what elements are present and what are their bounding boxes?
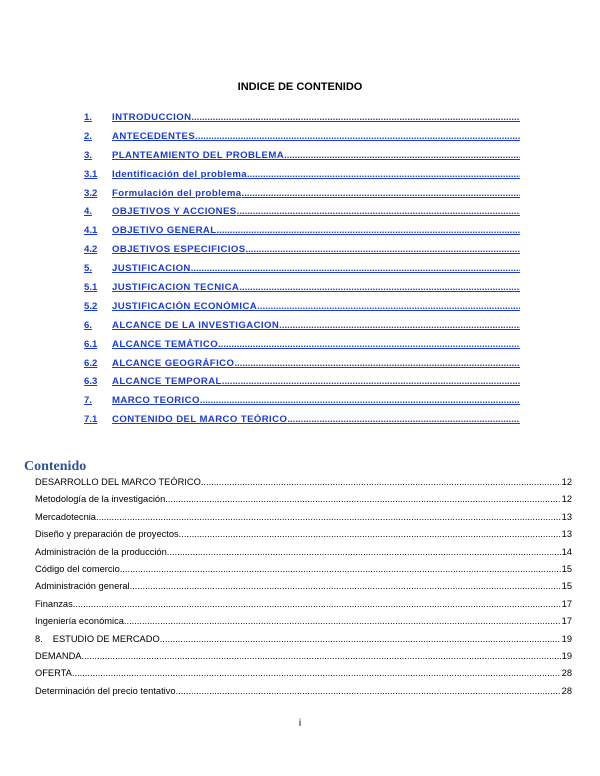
dot-leader [176, 686, 561, 696]
toc-entry [84, 223, 520, 242]
contents-label: Ingeniería económica [35, 616, 124, 627]
toc-label: JUSTIFICACIÓN ECONÓMICA [112, 300, 258, 312]
toc-number: 4.2 [84, 244, 98, 256]
page-ref: 15 [561, 563, 572, 574]
dot-leader [200, 395, 520, 406]
contents-label: Mercadotecnia [35, 511, 96, 522]
toc-number: 5. [84, 263, 93, 275]
toc-entry [84, 280, 520, 299]
page-ref: 14 [561, 546, 572, 557]
toc-link[interactable] [84, 225, 520, 236]
dot-leader [216, 225, 520, 236]
contents-entry[interactable] [35, 599, 572, 616]
dot-leader [191, 112, 520, 123]
contents-entry[interactable] [35, 512, 572, 529]
contents-entry[interactable] [35, 529, 572, 546]
dot-leader [160, 634, 561, 644]
dot-leader [242, 188, 520, 199]
toc-number: 6.1 [84, 338, 98, 350]
contents-label: Administración de la producción [35, 546, 167, 557]
dot-leader [287, 414, 520, 425]
contents-label: Código del comercio [35, 563, 120, 574]
contents-label: Administración general [35, 581, 130, 592]
toc-link[interactable] [84, 169, 520, 180]
contents-label: Diseño y preparación de proyectos [35, 529, 179, 540]
dot-leader [72, 668, 561, 678]
toc-label: OBJETIVOS Y ACCIONES [112, 206, 237, 218]
toc-entry [84, 186, 520, 205]
toc-number: 5.2 [84, 300, 98, 312]
dot-leader [201, 477, 561, 487]
toc-link[interactable] [84, 112, 520, 123]
page-ref: 15 [561, 581, 572, 592]
toc-label: JUSTIFICACION [112, 263, 191, 275]
page-ref: 13 [561, 511, 572, 522]
toc-link[interactable] [84, 395, 520, 406]
toc-entry [84, 393, 520, 412]
contents-label: DESARROLLO DEL MARCO TEÓRICO [35, 477, 201, 487]
page-ref: 28 [561, 668, 572, 679]
toc-number: 2. [84, 130, 93, 142]
toc-number: 3. [84, 149, 93, 161]
toc-link[interactable] [84, 301, 520, 312]
contents-entry[interactable] [35, 494, 572, 511]
contents-label: DEMANDA [35, 650, 82, 661]
contents-label: ESTUDIO DE MERCADO [52, 633, 160, 644]
dot-leader [222, 376, 520, 387]
toc-entry [84, 318, 520, 337]
toc-label: ALCANCE TEMPORAL [112, 376, 222, 388]
page-ref: 12 [561, 494, 572, 505]
page-ref: 17 [561, 616, 572, 627]
contents-entry[interactable] [35, 581, 572, 598]
contents-entry[interactable] [35, 668, 572, 685]
toc-link[interactable] [84, 131, 520, 142]
toc-label: OBJETIVOS ESPECIFICIOS [112, 244, 246, 256]
toc-label: OBJETIVO GENERAL [112, 225, 217, 237]
toc-entry [84, 299, 520, 318]
page-ref: 19 [561, 650, 572, 661]
dot-leader [165, 494, 560, 504]
dot-leader [82, 651, 561, 661]
toc-label: CONTENIDO DEL MARCO TEÓRICO [112, 414, 288, 426]
toc-number: 4.1 [84, 225, 98, 237]
page-ref: 12 [561, 477, 572, 487]
toc-number: 3.2 [84, 187, 98, 199]
page-number: i [298, 718, 302, 729]
index-title: INDICE DE CONTENIDO [237, 81, 363, 93]
contents-label: OFERTA [35, 668, 72, 679]
contents-entry[interactable] [35, 547, 572, 564]
toc-label: Formulación del problema [112, 187, 242, 199]
dot-leader [191, 263, 520, 274]
dot-leader [284, 150, 520, 161]
toc-entry [84, 110, 520, 129]
toc-link[interactable] [84, 188, 520, 199]
toc-link[interactable] [84, 358, 520, 369]
dot-leader [234, 358, 520, 369]
page-ref: 17 [561, 598, 572, 609]
toc-label: PLANTEAMIENTO DEL PROBLEMA [112, 149, 285, 161]
toc-entry [84, 356, 520, 375]
toc-label: ALCANCE TEMÁTICO [112, 338, 219, 350]
toc-entry [84, 129, 520, 148]
toc-link[interactable] [84, 339, 520, 350]
dot-leader [130, 581, 561, 591]
contents-label: Finanzas [35, 598, 73, 609]
dot-leader [124, 616, 561, 626]
contents-number: 8. [35, 633, 43, 644]
toc-entry [84, 374, 520, 393]
toc-link[interactable] [84, 376, 520, 387]
toc-number: 6.2 [84, 357, 98, 369]
toc-number: 7.1 [84, 414, 98, 426]
toc-entry [84, 337, 520, 356]
toc-number: 6. [84, 319, 93, 331]
toc-entry [84, 412, 520, 431]
contents-entry[interactable] [35, 616, 572, 633]
dot-leader [179, 529, 561, 539]
toc-link[interactable] [84, 244, 520, 255]
page-ref: 19 [561, 633, 572, 644]
contents-entry[interactable] [35, 651, 572, 668]
page-ref: 28 [561, 685, 572, 696]
toc-link[interactable] [84, 414, 520, 425]
toc-number: 4. [84, 206, 93, 218]
toc-number: 5.1 [84, 282, 98, 294]
dot-leader [257, 301, 520, 312]
toc-number: 1. [84, 112, 93, 123]
toc-entry [84, 204, 520, 223]
dot-leader [237, 206, 520, 217]
contents-entry[interactable] [35, 564, 572, 581]
dot-leader [247, 169, 520, 180]
dot-leader [279, 320, 520, 331]
toc-link[interactable] [84, 263, 520, 274]
toc-label: INTRODUCCION [112, 112, 192, 123]
dot-leader [96, 512, 561, 522]
toc-label: MARCO TEORICO [112, 395, 200, 407]
toc-label: ALCANCE DE LA INVESTIGACION [112, 319, 280, 331]
contents-heading: Contenido [24, 459, 87, 474]
toc-entry [84, 261, 520, 280]
contents-entry[interactable] [35, 634, 572, 651]
toc-entry [84, 167, 520, 186]
toc-label: JUSTIFICACION TECNICA [112, 282, 240, 294]
toc-label: ANTECEDENTES [112, 130, 196, 142]
toc-label: Identificación del problema [112, 168, 248, 180]
dot-leader [167, 547, 561, 557]
toc-number: 3.1 [84, 168, 98, 180]
toc-number: 7. [84, 395, 93, 407]
toc-label: ALCANCE GEOGRÁFICO [112, 357, 235, 369]
contents-entry[interactable] [35, 686, 572, 703]
toc-entry [84, 242, 520, 261]
dot-leader [73, 599, 561, 609]
contents-label: Metodología de la investigación [35, 494, 166, 505]
dot-leader [195, 131, 520, 142]
dot-leader [218, 339, 520, 350]
page-ref: 13 [561, 529, 572, 540]
toc-link[interactable] [84, 150, 520, 161]
toc-number: 6.3 [84, 376, 98, 388]
contents-entry[interactable] [35, 477, 572, 494]
index-toc-list [84, 110, 520, 431]
toc-link[interactable] [84, 320, 520, 331]
dot-leader [120, 564, 561, 574]
contents-list [35, 477, 572, 703]
dot-leader [246, 244, 520, 255]
toc-link[interactable] [84, 282, 520, 293]
toc-entry [84, 148, 520, 167]
dot-leader [239, 282, 520, 293]
toc-link[interactable] [84, 206, 520, 217]
contents-label: Determinación del precio tentativo [35, 685, 176, 696]
